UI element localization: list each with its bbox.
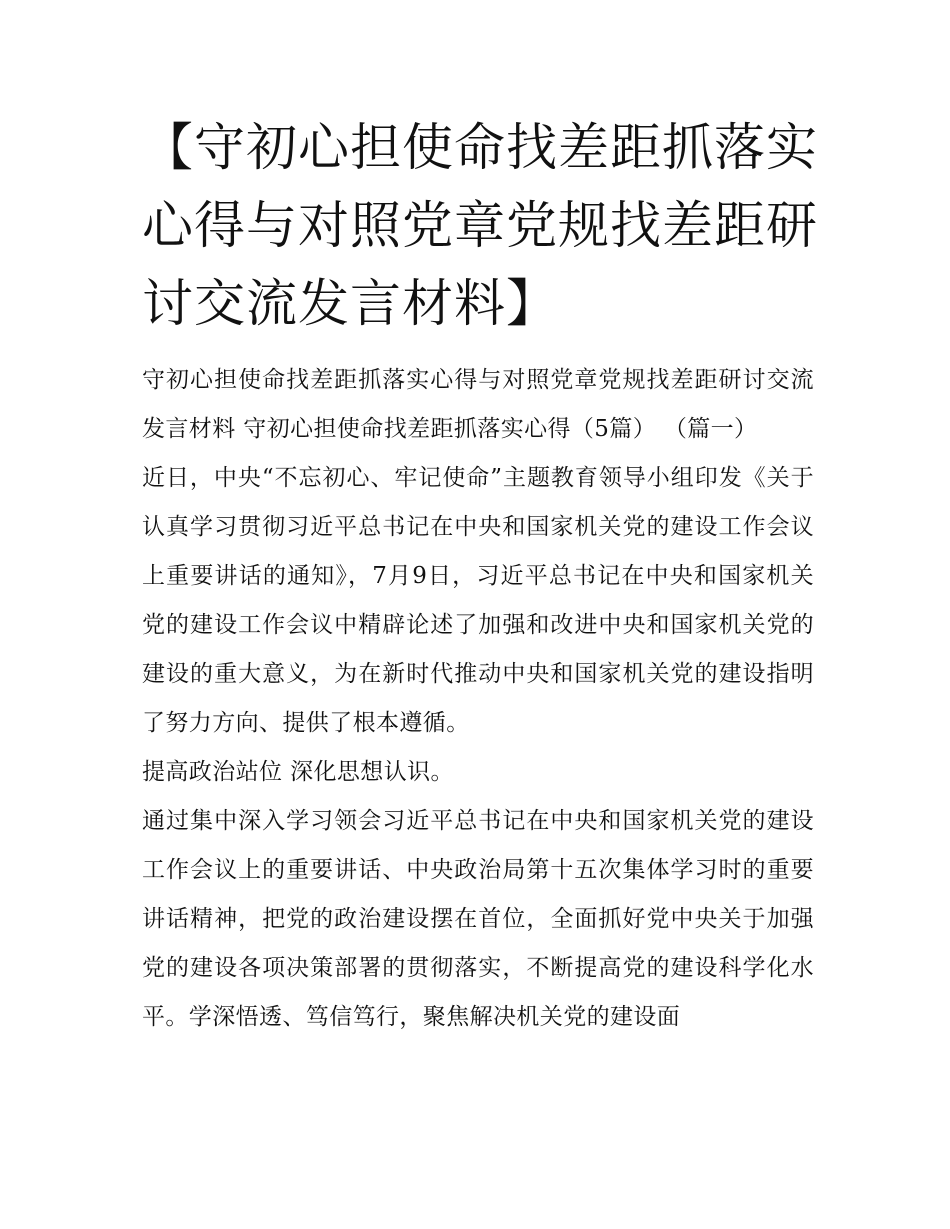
section-heading-paragraph: 提高政治站位 深化思想认识。 [142,759,454,785]
body-paragraph: 近日，中央“不忘初心、牢记使命”主题教育领导小组印发《关于认真学习贯彻习近平总书记在中央和国家机关党的建设工作会议上重要讲话的通知》，7月9日，习近平总书记在中央和国家机关党的建设工作会议中精辟论述了加强和改进中央和国家机关党的建设的重大意义，为在新时代推动中央和国家机关党的建设指明了努力方向、提供了根本遵循。 [142,465,814,736]
body-paragraph: 通过集中深入学习领会习近平总书记在中央和国家机关党的建设工作会议上的重要讲话、中央政治局第十五次集体学习时的重要讲话精神，把党的政治建设摆在首位，全面抓好党中央关于加强党的建设各项决策部署的贯彻落实，不断提高党的建设科学化水平。学深悟透、笃信笃行，聚焦解决机关党的建设面 [142,808,814,1030]
intro-paragraph: 守初心担使命找差距抓落实心得与对照党章党规找差距研讨交流发言材料 守初心担使命找差距抓落实心得（5篇） （篇一） [142,367,814,442]
document-body [142,356,814,1042]
document-title: 【守初心担使命找差距抓落实心得与对照党章党规找差距研讨交流发言材料】 [142,119,819,334]
